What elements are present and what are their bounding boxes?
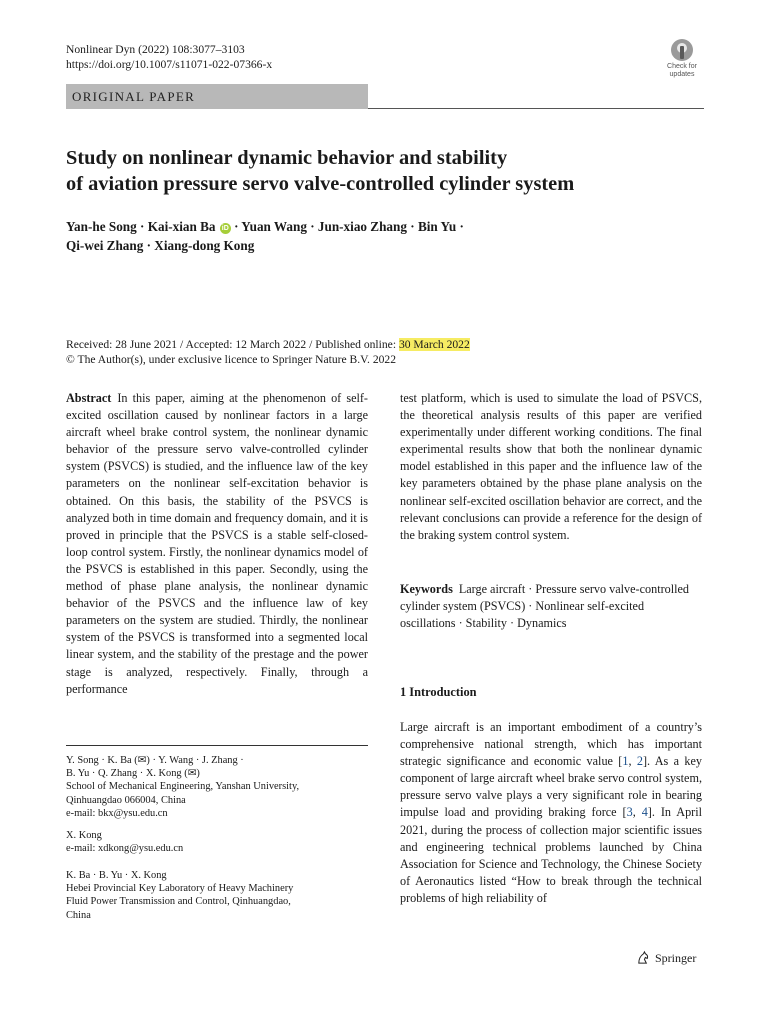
affil-1-institution: School of Mechanical Engineering, Yanshan University,	[66, 781, 300, 793]
affil-1-address: Qinhuangdao 066004, China	[66, 794, 186, 806]
copyright-notice: © The Author(s), under exclusive licence to Springer Nature B.V. 2022	[66, 353, 397, 366]
section-heading-introduction: 1 Introduction	[400, 685, 477, 699]
abstract-right-column	[400, 390, 702, 544]
header-divider	[368, 108, 704, 109]
intro-text-2: ]. As a key component of large aircraft wheel brake servo control system, pressure servo valve plays a very significant role in bearing impulse load and providing braking force [	[400, 754, 702, 820]
abstract-left-column	[66, 390, 368, 698]
title-line-1: Study on nonlinear dynamic behavior and stability	[66, 147, 508, 169]
orcid-icon[interactable]: iD	[221, 225, 229, 232]
intro-text-3: ]. In April 2021, during the process of collection major scientific issues and engineering technical problems launched by China Association for Science and Technology, the Chinese Society of Aeronautics listed “How to break through the technical problems of high reliability of	[400, 805, 702, 905]
affiliation-block-2	[66, 829, 368, 855]
authors-line-1-end: · Yuan Wang · Jun-xiao Zhang · Bin Yu ·	[230, 219, 464, 234]
check-for-updates-badge[interactable]	[661, 39, 703, 79]
affil-2-author: X. Kong	[66, 830, 102, 841]
abstract-text-left: In this paper, aiming at the phenomenon of self-excited oscillation caused by nonlinear factors in a large aircraft wheel brake control system, the nonlinear dynamic behavior of the pressure servo valve-controlled cylinder system (PSVCS) is studied, and the influence law of the key parameters on the nonlinear self-excitation behavior is obtained. On this basis, the stability of the PSVCS is analyzed both in time domain and frequency domain, and it is proved in principle that the PSVCS is a stable self-closed-loop control system. Firstly, the nonlinear dynamics model of the PSVCS is established in this paper. Secondly, using the method of phase plane analysis, the nonlinear dynamic behavior of the PSVCS and the influence law of key parameters on the system are studied. Thirdly, the nonlinear system of the PSVCS is transformed into a segmented local linear system, and the stability of the prestage and the power stage is analyzed, respectively. Finally, through a performance	[66, 391, 368, 696]
affiliation-block-3	[66, 869, 368, 922]
publication-dates	[66, 337, 470, 352]
affil-1-authors-a: Y. Song · K. Ba (✉) · Y. Wang · J. Zhang ·	[66, 755, 244, 766]
citation-link-1[interactable]: 1	[622, 754, 629, 769]
authors-line-2: Qi-wei Zhang · Xiang-dong Kong	[66, 238, 255, 253]
abstract-text-right: test platform, which is used to simulate the load of PSVCS, the theoretical analysis results of this paper are verified experimentally under different working conditions. The final experimental results show that both the nonlinear dynamic model established in this paper and the influence law of the key parameters obtained by the phase plane analysis on the nonlinear self-excited oscillation behavior are correct, and the relevant conclusions can provide a reference for the design of the braking system control system.	[400, 391, 702, 542]
affil-3-country: China	[66, 909, 91, 921]
citation-link-4[interactable]: 4	[641, 805, 648, 820]
citation-link-3[interactable]: 3	[626, 805, 633, 820]
citation-separator-2: ,	[632, 805, 642, 820]
journal-citation: Nonlinear Dyn (2022) 108:3077–3103	[66, 43, 245, 56]
affil-3-lab: Hebei Provincial Key Laboratory of Heavy Machinery	[66, 883, 294, 895]
affil-3-authors: K. Ba · B. Yu · X. Kong	[66, 870, 167, 881]
doi-link[interactable]: https://doi.org/10.1007/s11071-022-07366-x	[66, 58, 273, 71]
affil-1-authors-b: B. Yu · Q. Zhang · X. Kong (✉)	[66, 768, 200, 780]
title-line-2: of aviation pressure servo valve-controlled cylinder system	[66, 173, 575, 195]
citation-link-2[interactable]: 2	[636, 754, 643, 769]
publisher-logo	[636, 950, 696, 966]
citation-separator-1: ,	[628, 754, 637, 769]
affil-1-email[interactable]: e-mail: bkx@ysu.edu.cn	[66, 807, 168, 819]
affiliation-block-1	[66, 754, 368, 820]
affil-3-lab-cont: Fluid Power Transmission and Control, Qinhuangdao,	[66, 896, 291, 908]
authors-line-1	[66, 217, 706, 236]
keywords-block	[400, 581, 702, 632]
introduction-paragraph	[400, 719, 702, 907]
publisher-name: Springer	[655, 951, 697, 965]
keywords-label: Keywords	[400, 582, 453, 596]
received-accepted-dates: Received: 28 June 2021 / Accepted: 12 March 2022 / Published online:	[66, 338, 399, 351]
bookmark-icon	[671, 39, 693, 61]
author-list	[66, 217, 706, 255]
footnote-divider	[66, 745, 368, 746]
published-date-highlight: 30 March 2022	[398, 338, 470, 351]
keywords-text: Large aircraft · Pressure servo valve-controlled cylinder system (PSVCS) · Nonlinear self-excited oscillations · Stability · Dynamics	[400, 582, 690, 631]
paper-title	[66, 145, 706, 197]
springer-horse-icon	[636, 950, 651, 965]
intro-text-1: Large aircraft is an important embodiment of a country’s comprehensive national strength, which has important strategic significance and economic value [	[400, 720, 702, 769]
check-badge-line2: updates	[669, 70, 695, 78]
article-type-banner: ORIGINAL PAPER	[66, 84, 368, 109]
check-badge-line1: Check for	[667, 63, 697, 70]
authors-line-1-start: Yan-he Song · Kai-xian Ba	[66, 219, 216, 234]
affil-2-email[interactable]: e-mail: xdkong@ysu.edu.cn	[66, 843, 184, 855]
abstract-label: Abstract	[66, 391, 112, 405]
